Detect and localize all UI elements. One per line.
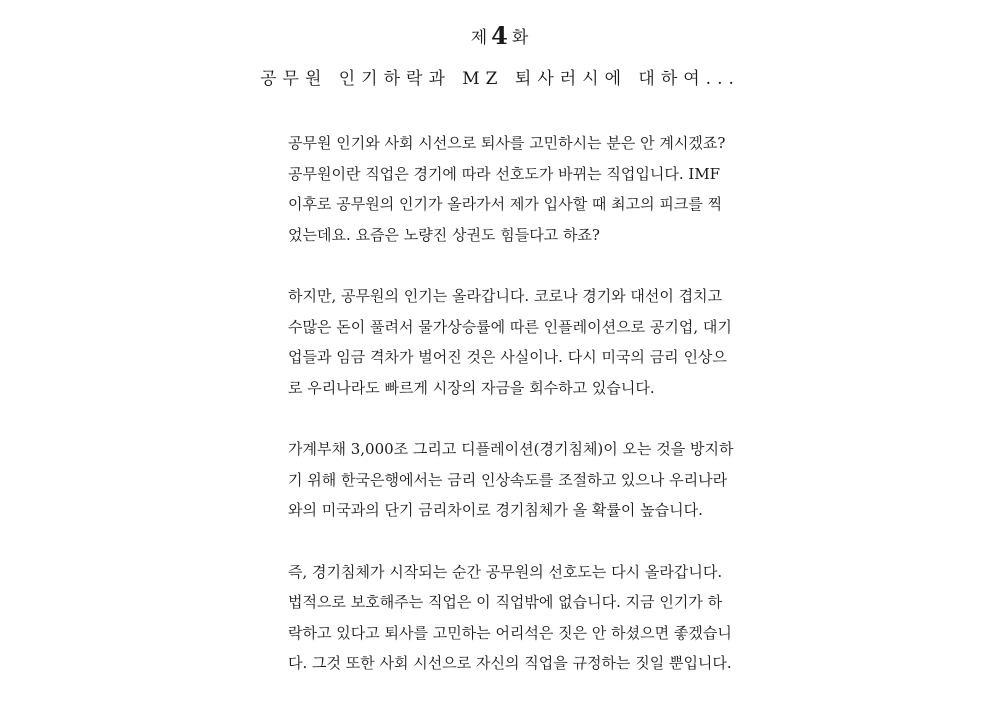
text-line: 락하고 있다고 퇴사를 고민하는 어리석은 짓은 안 하셨으면 좋겠습니 [288, 623, 732, 642]
text-line: 다. 그것 또한 사회 시선으로 자신의 직업을 규정하는 짓일 뿐입니다. [288, 654, 732, 672]
body-text [288, 128, 734, 710]
text-line: 하지만, 공무원의 인기는 올라갑니다. 코로나 경기와 대선이 겹치고 [288, 287, 723, 305]
text-line: 수많은 돈이 풀려서 물가상승률에 따른 인플레이션으로 공기업, 대기 [288, 317, 732, 336]
chapter-suffix: 화 [511, 28, 530, 48]
text-line: 법적으로 보호해주는 직업은 이 직업밖에 없습니다. 지금 인기가 하 [288, 593, 723, 611]
chapter-heading [0, 20, 1000, 49]
paragraph [288, 434, 734, 526]
text-line: 기 위해 한국은행에서는 금리 인상속도를 조절하고 있으나 우리나라 [288, 470, 728, 489]
paragraph [288, 281, 732, 403]
text-line: 업들과 임금 격차가 벌어진 것은 사실이나. 다시 미국의 금리 인상으 [288, 348, 727, 366]
chapter-subtitle: 공무원 인기하락과 MZ 퇴사러시에 대하여... [260, 69, 740, 89]
text-line: 공무원 인기와 사회 시선으로 퇴사를 고민하시는 분은 안 계시겠죠? [288, 134, 726, 152]
text-line: 공무원이란 직업은 경기에 따라 선호도가 바뀌는 직업입니다. IMF [288, 164, 721, 183]
text-line: 가계부채 3,000조 그리고 디플레이션(경기침체)이 오는 것을 방지하 [288, 440, 734, 458]
text-line: 와의 미국과의 단기 금리차이로 경기침체가 올 확률이 높습니다. [288, 501, 703, 519]
text-line: 로 우리나라도 빠르게 시장의 자금을 회수하고 있습니다. [288, 378, 655, 397]
chapter-prefix: 제 [470, 28, 489, 48]
text-line: 었는데요. 요즘은 노량진 상권도 힘들다고 하죠? [288, 225, 600, 244]
paragraph [288, 128, 726, 250]
text-line: 즉, 경기침체가 시작되는 순간 공무원의 선호도는 다시 올라갑니다. [288, 562, 723, 581]
chapter-number: 4 [491, 21, 509, 50]
paragraph [288, 557, 732, 679]
text-line: 이후로 공무원의 인기가 올라가서 제가 입사할 때 최고의 피크를 찍 [288, 195, 723, 213]
